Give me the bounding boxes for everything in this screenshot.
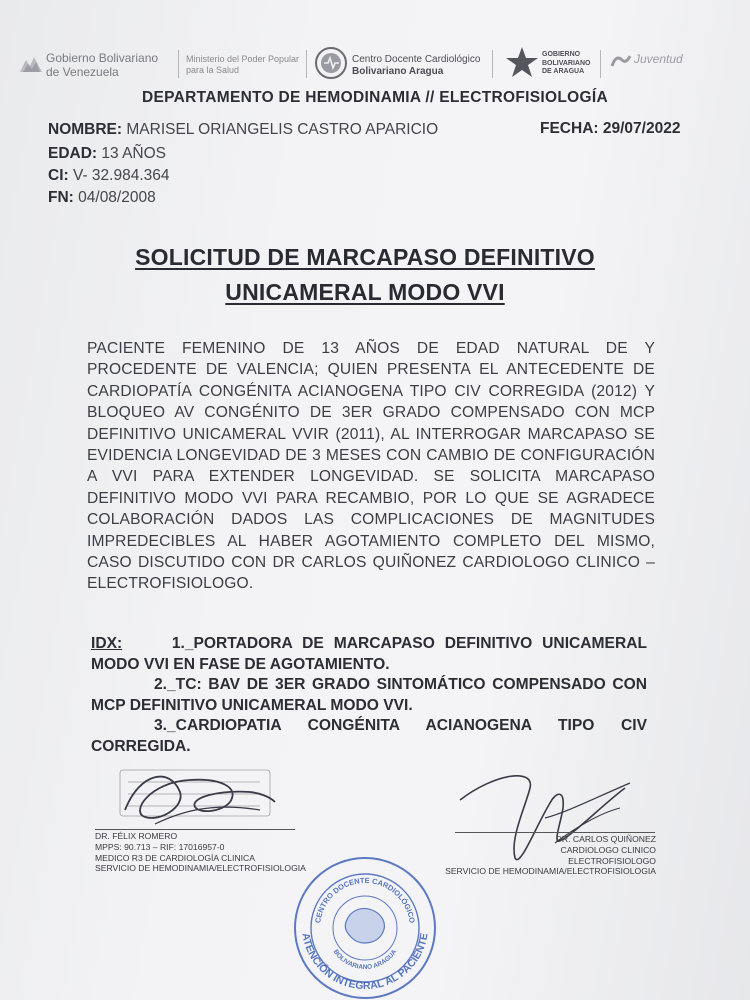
left-signature-block	[95, 831, 306, 874]
patient-age-row	[48, 145, 166, 163]
title-line1-text: SOLICITUD DE MARCAPASO DEFINITIVO	[135, 244, 595, 270]
diagnosis-item-1-text: 1._PORTADORA DE MARCAPASO DEFINITIVO UNICAMERAL MODO VVI EN FASE DE AGOTAMIENTO.	[91, 635, 647, 673]
right-signer-service: SERVICIO DE HEMODINAMIA/ELECTROFISIOLOGIA	[445, 866, 656, 877]
logo-separator	[178, 50, 179, 78]
patient-fn-row	[48, 189, 156, 207]
left-signer-ids: MPPS: 90.713 – RIF: 17016957-0	[95, 841, 225, 852]
logo-centro-cardiologico	[352, 54, 480, 78]
date-row	[540, 120, 680, 138]
logo-centro-line1: Centro Docente Cardiológico	[352, 54, 481, 65]
logo-gobierno-bolivariano	[46, 52, 158, 80]
logo-ministerio	[186, 54, 299, 76]
stamp-inner-text: CENTRO DOCENTE CARDIOLÓGICO	[313, 875, 417, 924]
title-line2-text: UNICAMERAL MODO VVI	[225, 279, 505, 305]
stamp-bottom-text: BOLIVARIANO ARAGUA	[331, 948, 399, 972]
logo-ministerio-line2: para la Salud	[186, 65, 240, 75]
document-title-line1	[0, 244, 730, 271]
logo-gobierno-aragua	[542, 51, 590, 77]
logo-gobierno-line2: de Venezuela	[46, 65, 119, 79]
logo-gob-aragua-line3: DE ARAGUA	[542, 68, 585, 75]
clinical-summary: PACIENTE FEMENINO DE 13 AÑOS DE EDAD NATURAL DE Y PROCEDENTE DE VALENCIA; QUIEN PRESENTA EL ANTECEDENTE DE CARDIOPATÍA CONGÉNITA ACIANOGENA TIPO CIV CORREGIDA (2012) Y BLOQUEO AV CONGÉNITO DE 3ER GRADO COMPENSADO CON MCP DEFINITIVO UNICAMERAL VVIR (2011), AL INTERROGAR MARCAPASO SE EVIDENCIA LONGEVIDAD DE 3 MESES CON CAMBIO DE CONFIGURACIÓN A VVI PARA EXTENDER LONGEVIDAD. SE SOLICITA MARCAPASO DEFINITIVO MODO VVI PARA RECAMBIO, POR LO QUE SE AGRADECE COLABORACIÓN DADOS LAS COMPLICACIONES DE MAGNITUDES IMPREDECIBLES AL HABER AGOTAMIENTO COMPLETO DEL MISMO, CASO DISCUTIDO CON DR CARLOS QUIÑONEZ CARDIOLOGO CLINICO – ELECTROFISIOLOGO.	[87, 340, 655, 593]
logo-gob-aragua-line2: BOLIVARIANO	[542, 59, 591, 67]
institution-stamp-icon	[280, 866, 450, 994]
patient-name-row	[48, 121, 438, 139]
date-label: FECHA:	[540, 120, 599, 137]
gobierno-logo-icon	[18, 54, 44, 76]
right-signer-role1: CARDIOLOGO CLINICO	[560, 844, 656, 855]
right-signer-name: DR. CARLOS QUIÑONEZ	[555, 834, 656, 844]
ci-label: CI:	[48, 167, 69, 184]
logo-ministerio-line1: Ministerio del Poder Popular	[186, 54, 300, 64]
logo-separator	[306, 50, 307, 78]
logo-juventud: Juventud	[634, 52, 683, 66]
fn-value: 04/08/2008	[78, 189, 156, 206]
left-signature-line	[95, 829, 295, 830]
left-signature-icon	[110, 762, 285, 830]
left-signer-role: MEDICO R3 DE CARDIOLOGÍA CLINICA	[95, 852, 255, 863]
patient-ci-row	[48, 167, 170, 185]
diagnosis-label: IDX:	[91, 635, 123, 652]
right-signature-line	[455, 832, 655, 833]
diagnosis-list	[91, 634, 647, 757]
department-heading: DEPARTAMENTO DE HEMODINAMIA // ELECTROFISIOLOGÍA	[142, 89, 608, 106]
age-value: 13 AÑOS	[101, 145, 167, 162]
logo-centro-line2: Bolivariano Aragua	[352, 66, 444, 77]
logo-separator	[492, 50, 493, 78]
diagnosis-item-3: 3._CARDIOPATIA CONGÉNITA ACIANOGENA TIPO CIV CORREGIDA.	[91, 717, 647, 755]
document-title-line2	[0, 279, 730, 306]
right-signer-role2: ELECTROFISIOLOGO	[568, 855, 656, 866]
logo-separator	[600, 50, 601, 78]
fn-label: FN:	[48, 189, 74, 206]
left-signer-name: DR. FÉLIX ROMERO	[95, 831, 178, 841]
name-value: MARISEL ORIANGELIS CASTRO APARICIO	[126, 121, 439, 138]
diagnosis-item-1	[91, 634, 647, 675]
ci-value: V- 32.984.364	[72, 167, 170, 184]
age-label: EDAD:	[48, 145, 98, 162]
centro-cardiologico-logo-icon	[314, 46, 348, 80]
date-value: 29/07/2022	[602, 120, 681, 137]
star-logo-icon	[504, 45, 540, 79]
name-label: NOMBRE:	[48, 121, 123, 138]
logo-gobierno-line1: Gobierno Bolivariano	[46, 51, 159, 65]
juventud-logo-icon	[610, 52, 632, 70]
diagnosis-item-2: 2._TC: BAV DE 3ER GRADO SINTOMÁTICO COMPENSADO CON MCP DEFINITIVO UNICAMERAL MODO VVI.	[91, 676, 647, 714]
logo-header	[18, 42, 718, 90]
logo-gob-aragua-line1: GOBIERNO	[542, 51, 581, 58]
stamp-outer-text: ATENCIÓN INTEGRAL AL PACIENTE	[299, 932, 431, 993]
left-signer-service: SERVICIO DE HEMODINAMIA/ELECTROFISIOLOGIA	[95, 863, 306, 874]
